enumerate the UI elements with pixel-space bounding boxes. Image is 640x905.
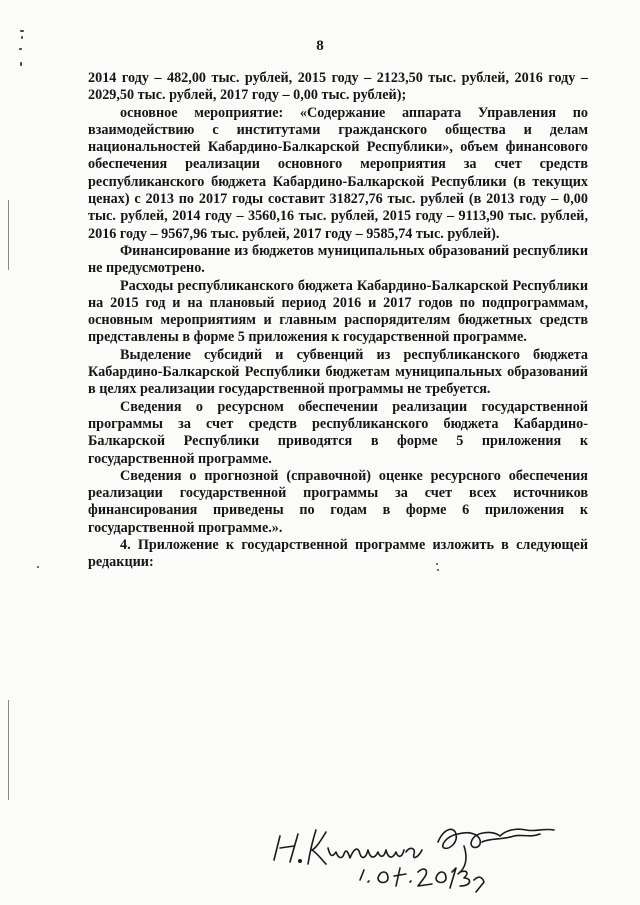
paragraph: Сведения о прогнозной (справочной) оценке ресурсного обеспечения реализации государственной программы за счет всех источников финансирования приведены по годам в форме 6 приложения к государственной программе.». — [88, 467, 588, 536]
paragraph: Финансирование из бюджетов муниципальных образований республики не предусмотрено. — [88, 242, 588, 277]
paragraph: 4. Приложение к государственной программе изложить в следующей редакции: — [88, 537, 588, 571]
document-body — [88, 70, 588, 572]
paragraph: Сведения о ресурсном обеспечении реализации государственной программы за счет средств республиканского бюджета Кабардино-Балкарской Республики приводятся в форме 5 приложения к государственной программе. — [88, 398, 588, 467]
paragraph: основное мероприятие: «Содержание аппарата Управления по взаимодействию с институтами гражданского общества и делам национальностей Кабардино-Балкарской Республики», объем финансового обеспечения реализации основного мероприятия за счет средств республиканского бюджета Кабардино-Балкарской Республики (в текущих ценах) с 2013 по 2017 годы составит 31827,76 тыс. рублей (в 2013 году – 0,00 тыс. рублей, 2014 году – 3560,16 тыс. рублей, 2015 году – 9113,90 тыс. рублей, 2016 году – 9567,96 тыс. рублей, 2017 году – 9585,74 тыс. рублей). — [88, 104, 588, 242]
paragraph: Выделение субсидий и субвенций из республиканского бюджета Кабардино-Балкарской Республики бюджетам муниципальных образований в целях реализации государственной программы не требуется. — [88, 346, 588, 398]
paragraph: Расходы республиканского бюджета Кабардино-Балкарской Республики на 2015 год и на плановый период 2016 и 2017 годов по подпрограммам, основным мероприятиям и главным распорядителям бюджетных средств представлены в форме 5 приложения к государственной программе. — [88, 277, 588, 346]
signature-drawing — [268, 808, 568, 898]
handwritten-signature — [268, 808, 568, 898]
page-number: 8 — [316, 38, 324, 54]
scan-margin-line — [8, 700, 9, 800]
paragraph: 2014 году – 482,00 тыс. рублей, 2015 году – 2123,50 тыс. рублей, 2016 году – 2029,50 тыс. рублей, 2017 году – 0,00 тыс. рублей); — [88, 70, 588, 104]
scan-margin-line — [8, 200, 9, 270]
